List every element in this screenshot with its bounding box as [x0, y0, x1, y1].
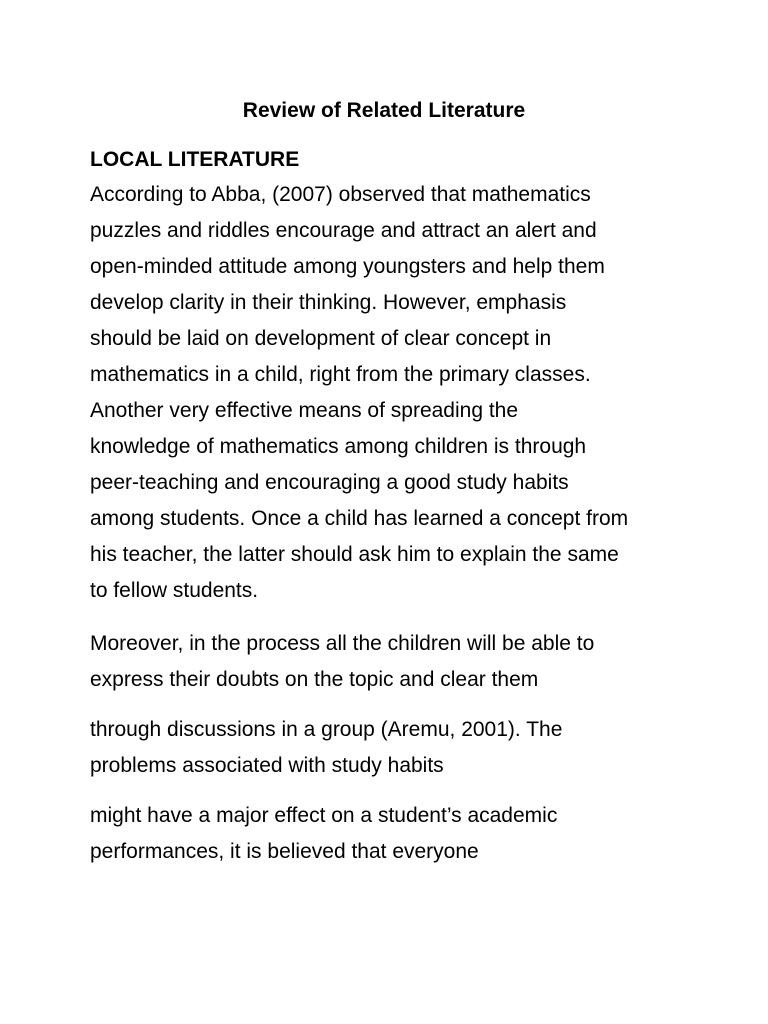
paragraph-1: [90, 177, 700, 609]
paragraph-line: puzzles and riddles encourage and attract an alert and: [90, 219, 597, 242]
paragraph-line: open-minded attitude among youngsters and help them: [90, 255, 605, 278]
paragraph-line: problems associated with study habits: [90, 754, 444, 777]
paragraph-line: peer-teaching and encouraging a good study habits: [90, 471, 569, 494]
paragraph-line: his teacher, the latter should ask him to explain the same: [90, 543, 619, 566]
paragraph-line: might have a major effect on a student’s academic: [90, 804, 558, 827]
paragraph-line: Another very effective means of spreading the: [90, 399, 519, 422]
paragraph-line: mathematics in a child, right from the primary classes.: [90, 363, 591, 386]
paragraph-line: knowledge of mathematics among children is through: [90, 435, 587, 458]
paragraph-line: performances, it is believed that everyone: [90, 840, 479, 863]
paragraph-line: develop clarity in their thinking. However, emphasis: [90, 291, 567, 314]
paragraph-3: [90, 712, 700, 784]
paragraph-line: Moreover, in the process all the children will be able to: [90, 632, 595, 655]
section-heading: LOCAL LITERATURE: [90, 148, 300, 171]
paragraph-4: [90, 798, 700, 870]
paragraph-2: [90, 626, 700, 698]
paragraph-line: According to Abba, (2007) observed that mathematics: [90, 183, 591, 206]
paragraph-line: to fellow students.: [90, 579, 259, 602]
paragraph-line: express their doubts on the topic and clear them: [90, 668, 539, 691]
page-title: Review of Related Literature: [242, 99, 526, 122]
paragraph-line: should be laid on development of clear concept in: [90, 327, 552, 350]
paragraph-line: through discussions in a group (Aremu, 2001). The: [90, 718, 563, 741]
paragraph-line: among students. Once a child has learned a concept from: [90, 507, 629, 530]
